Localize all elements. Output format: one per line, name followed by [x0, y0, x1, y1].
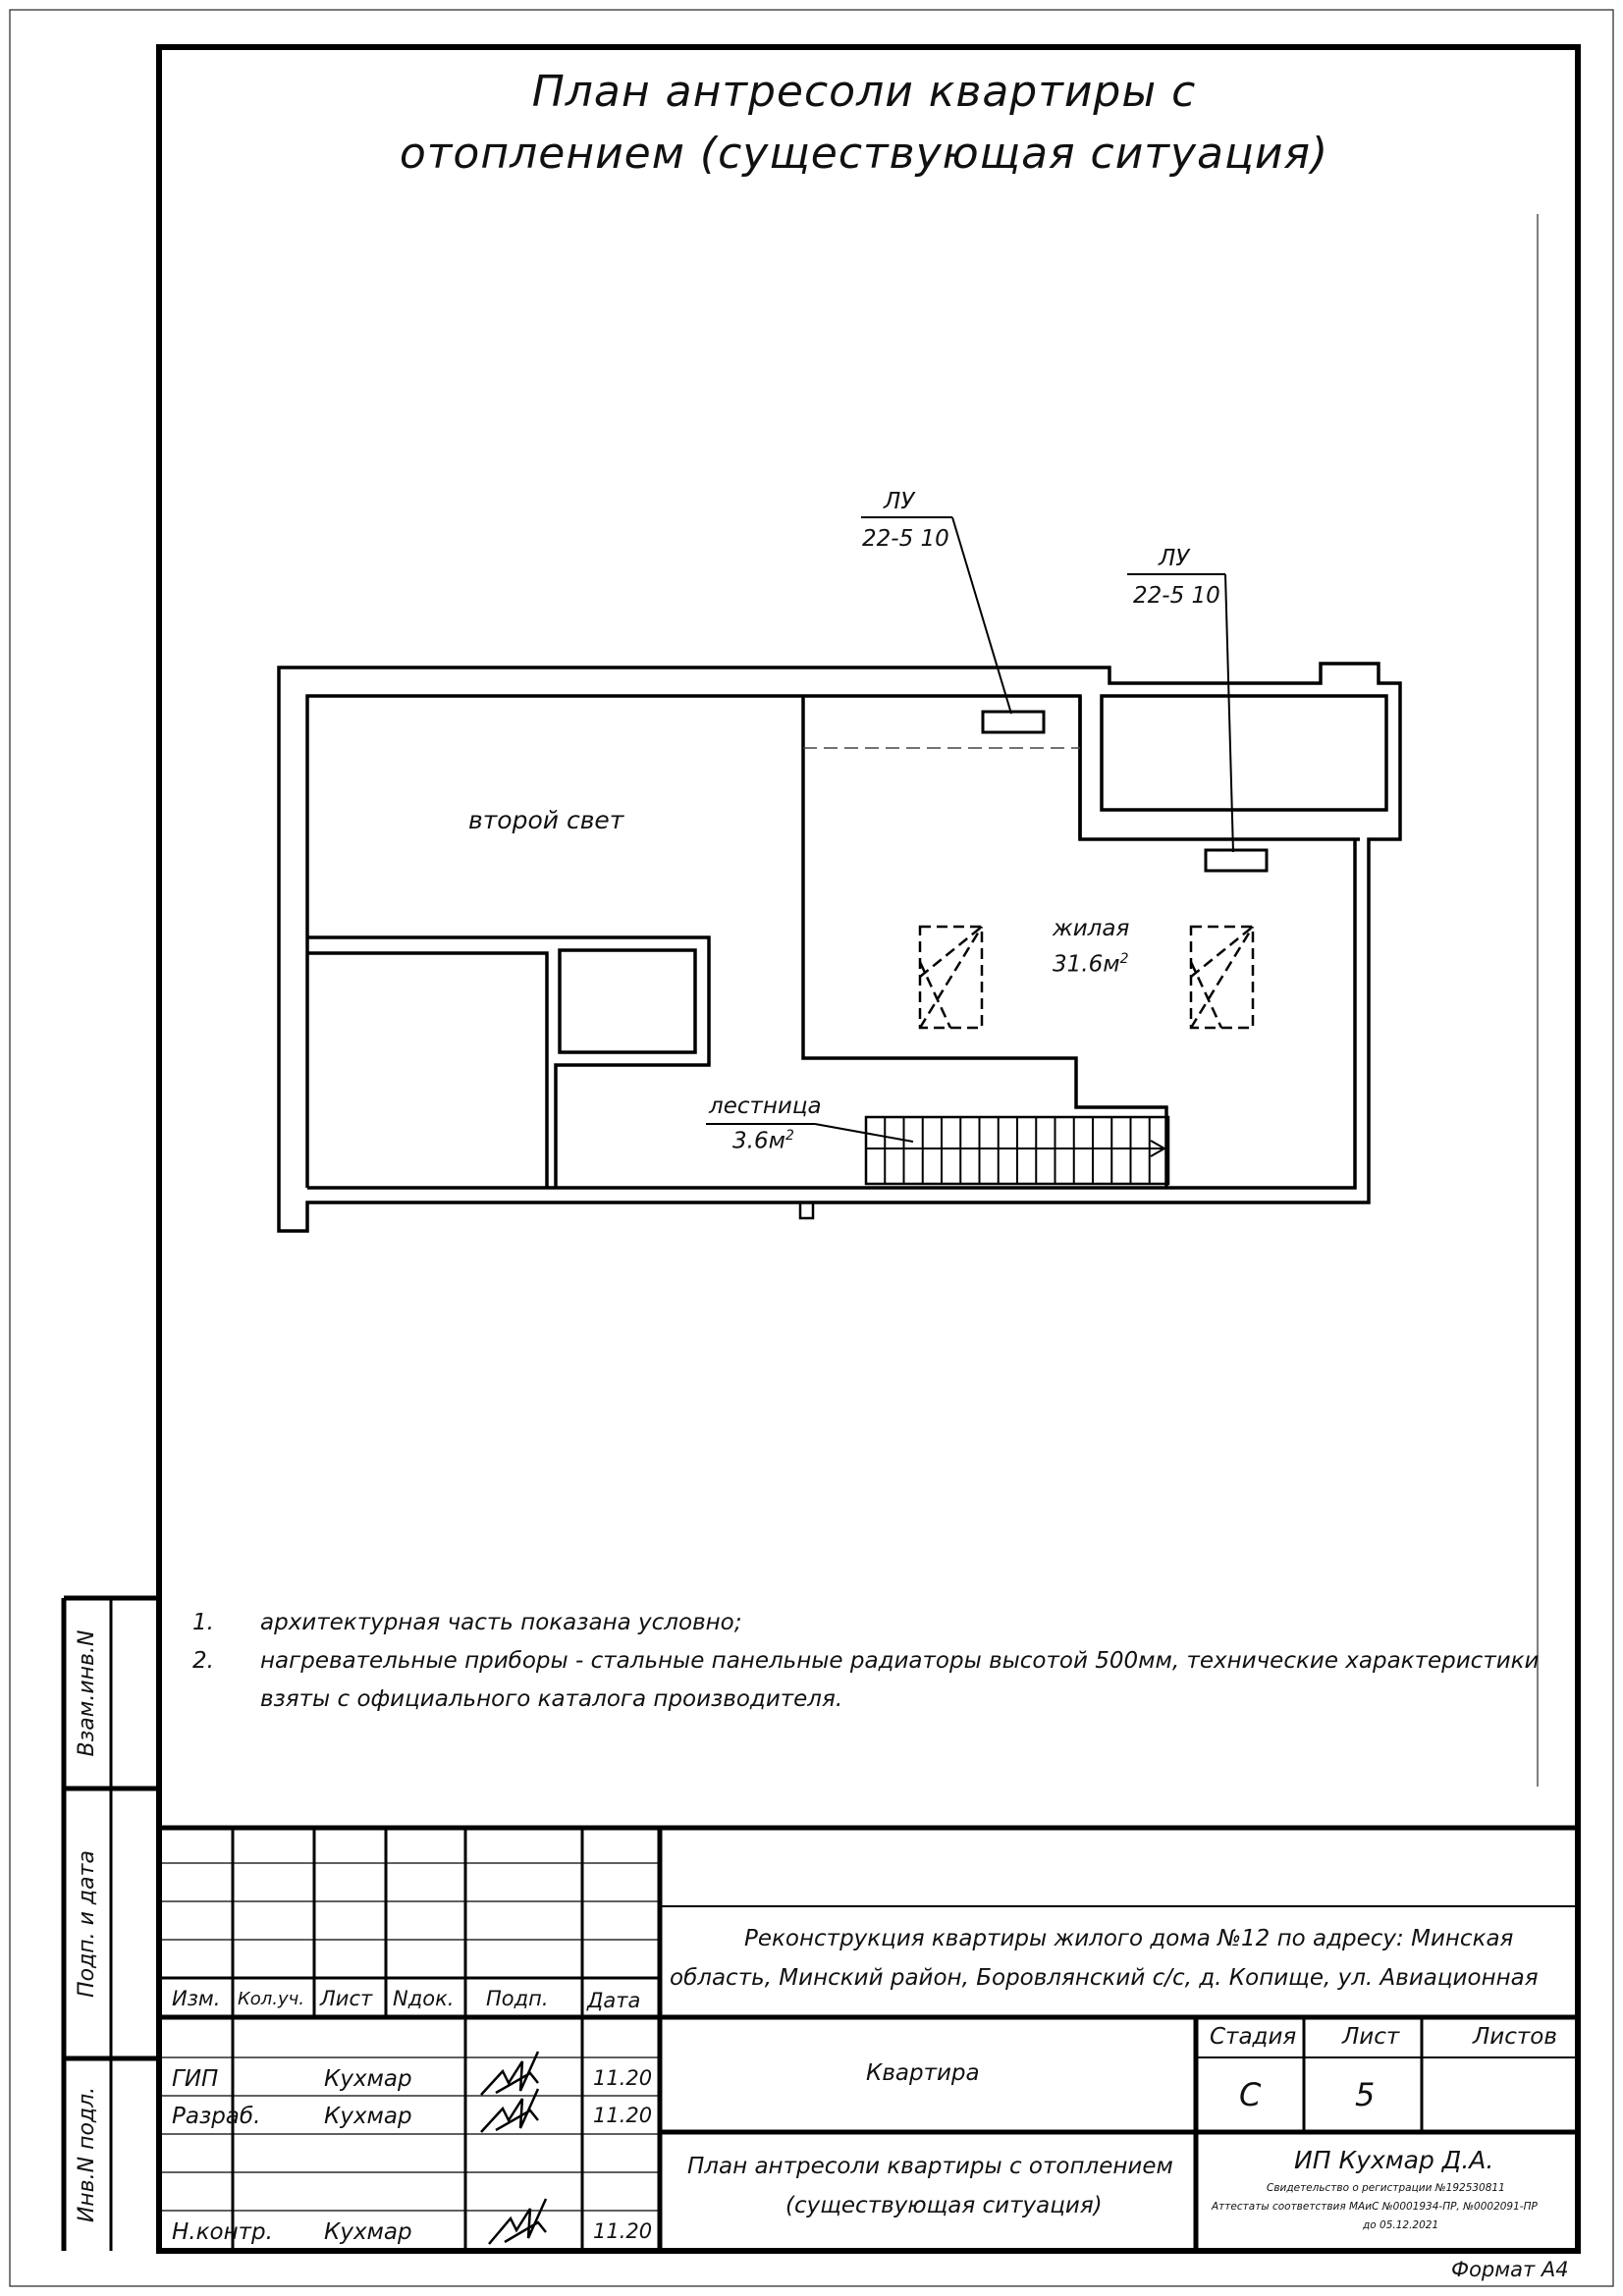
- floor-plan: [279, 664, 1400, 1231]
- tb-sheet-label: Лист: [1342, 2024, 1400, 2050]
- room-living-area: $31.6м^2$: [1053, 951, 1129, 978]
- note-2-num: 2.: [192, 1648, 214, 1674]
- side-label-podp: Подп. и дата: [75, 1850, 99, 1998]
- tb-name-nkontr: Кухмар: [324, 2219, 412, 2245]
- drawing-title-line1: План антресоли квартиры с: [531, 67, 1197, 117]
- tb-role-gip: ГИП: [172, 2066, 219, 2092]
- room-stairs-area: $3.6м^2$: [732, 1128, 794, 1154]
- tb-project: Реконструкция квартиры жилого дома №12 по адресу: Минская: [744, 1926, 1514, 1951]
- tb-sheets-label: Листов: [1473, 2024, 1557, 2050]
- tb-header-list: Лист: [320, 1987, 373, 2010]
- tb-stage-label: Стадия: [1210, 2024, 1297, 2050]
- drawing-title-line2: отоплением (существующая ситуация): [399, 129, 1329, 179]
- tb-project-cont: область, Минский район, Боровлянский с/с, д. Копище, ул. Авиационная: [670, 1965, 1539, 1991]
- tb-object: Квартира: [866, 2060, 980, 2086]
- tb-date-nkontr: 11.20: [593, 2219, 653, 2243]
- tb-sheet-title: План антресоли квартиры с отоплением: [687, 2154, 1173, 2179]
- radiator-left-tag: ЛУ: [884, 489, 915, 514]
- note-1-text: архитектурная часть показана условно;: [260, 1610, 742, 1635]
- radiator-right-spec: 22-5 10: [1133, 583, 1220, 609]
- tb-header-ndok: Nдок.: [393, 1987, 455, 2010]
- tb-date-gip: 11.20: [593, 2066, 653, 2090]
- stairs: [866, 1117, 1168, 1184]
- tb-sheet-value: 5: [1355, 2076, 1376, 2113]
- tb-role-razrab: Разраб.: [172, 2104, 261, 2129]
- radiator-left: [983, 712, 1044, 732]
- tb-name-razrab: Кухмар: [324, 2104, 412, 2129]
- format-label: Формат А4: [1451, 2258, 1569, 2281]
- tb-cert-1: Свидетельство о регистрации №192530811: [1267, 2182, 1505, 2194]
- note-2-text-cont: взяты с официального каталога производителя.: [260, 1686, 843, 1712]
- radiator-right: [1206, 850, 1267, 871]
- side-label-inv: Инв.N подл.: [75, 2086, 99, 2223]
- note-2-text: нагревательные приборы - стальные панельные радиаторы высотой 500мм, технические характеристики: [260, 1648, 1540, 1674]
- tb-role-nkontr: Н.контр.: [172, 2219, 273, 2245]
- radiator-right-tag: ЛУ: [1159, 546, 1190, 571]
- radiator-leaders: [706, 517, 1233, 1142]
- tb-stage-value: С: [1239, 2076, 1262, 2113]
- signature-gip: [481, 2052, 538, 2095]
- tb-cert-2: Аттестаты соответствия МАиС №0001934-ПР, №0002091-ПР: [1212, 2201, 1538, 2213]
- skylight-right: [1191, 927, 1253, 1028]
- tb-date-razrab: 11.20: [593, 2104, 653, 2127]
- tb-cert-3: до 05.12.2021: [1363, 2219, 1439, 2231]
- room-living-name: жилая: [1053, 916, 1130, 941]
- tb-header-podp: Подп.: [486, 1987, 549, 2010]
- tb-header-izm: Изм.: [172, 1987, 221, 2010]
- tb-header-data: Дата: [587, 1989, 641, 2012]
- tb-company: ИП Кухмар Д.А.: [1294, 2146, 1494, 2174]
- radiator-left-spec: 22-5 10: [862, 526, 949, 552]
- signature-nkontr: [489, 2199, 546, 2244]
- tb-name-gip: Кухмар: [324, 2066, 412, 2092]
- note-1-num: 1.: [192, 1610, 214, 1635]
- room-second-light-label: второй свет: [468, 806, 624, 834]
- tb-header-koluch: Кол.уч.: [238, 1989, 305, 2009]
- room-stairs-name: лестница: [709, 1094, 822, 1119]
- side-label-vzam: Взам.инв.N: [75, 1629, 99, 1757]
- skylight-left: [920, 927, 982, 1028]
- tb-sheet-title-cont: (существующая ситуация): [785, 2193, 1103, 2218]
